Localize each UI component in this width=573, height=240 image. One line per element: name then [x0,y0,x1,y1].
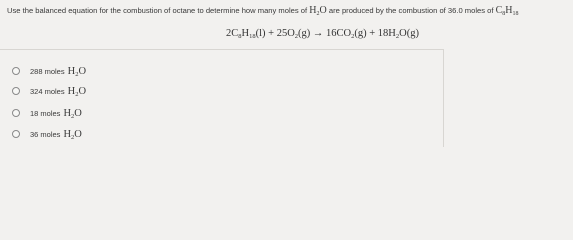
radio-button[interactable] [12,109,20,117]
option-288-moles[interactable] [12,64,86,78]
option-formula: $H_2O$ [67,65,87,78]
option-formula: $H_2O$ [63,107,82,120]
question-lead: Use the balanced equation for the combustion of octane to determine how many moles of [7,6,308,15]
balanced-equation: $2C_8H_{18}(l) + 25O_2(g) \to 16CO_2(g) + 18H_2O(g)$ [226,28,419,40]
option-label: 288 moles [30,66,65,76]
option-label: 18 moles [30,108,61,118]
radio-button[interactable] [12,87,20,95]
answer-choices [0,49,444,147]
question-octane-formula: $C_8H_{18}$ [495,5,519,17]
question-middle: are produced by the combustion of 36.0 moles of [328,6,494,15]
option-36-moles[interactable] [12,127,82,141]
option-formula: $H_2O$ [67,85,87,98]
option-324-moles[interactable] [12,84,86,98]
radio-button[interactable] [12,67,20,75]
question-text [7,6,572,16]
option-18-moles[interactable] [12,106,82,120]
option-formula: $H_2O$ [63,128,82,141]
option-label: 324 moles [30,86,65,96]
radio-button[interactable] [12,130,20,138]
option-label: 36 moles [30,129,61,139]
question-water-formula: $H_2O$ [309,5,327,17]
